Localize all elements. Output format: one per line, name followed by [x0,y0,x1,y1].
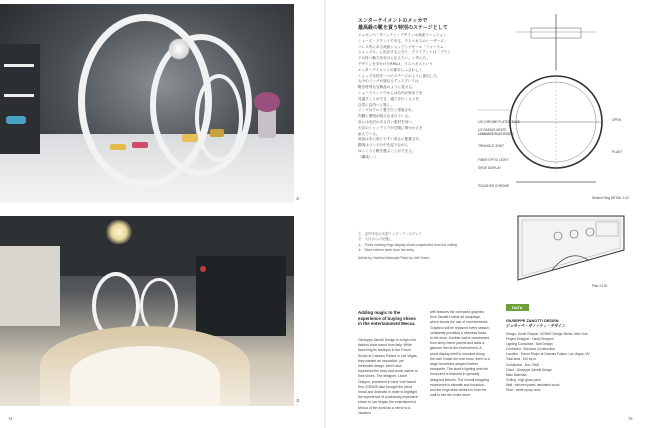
body-line: 見通すことができ、通りを行く人々を [358,96,419,101]
photo-captions [358,232,468,254]
drawing-label: POLISHED CHROME [478,184,510,188]
body-line: ショップス」に出店するに当り、クライアントは「ブラン [358,50,451,55]
japanese-headline [358,18,468,31]
shelf-line [4,64,34,67]
body-line: リングはアルミ製で白く塗装され、 [358,108,416,113]
drawing-label: SHOE DISPLAY [478,166,502,170]
body-line: 靴を特別な宝飾品のように見せる。 [358,85,416,90]
flowers [254,92,280,112]
drawing-label: 1/8 CHROME PLATED TUBE [478,120,520,124]
store-interior-photo-rings [0,4,294,203]
headline-line: エンターテイメントのメッカで [358,18,428,24]
shoe [6,116,26,124]
shoe [210,129,224,137]
sheet-row: Floor : white epoxy resin [506,388,541,393]
caption: ② Store interior seen from the entry. [358,248,415,253]
article-credit: Article by Yoshiko Matsuda Photo by Jeff Green [358,256,430,260]
chandelier [104,220,134,244]
english-body-column-2: well features the oversized graphics from Zanotti's latest ad campaign, which shows the use of mod elements. Graphics will be replaced every season, constantly providing a newness factor to the store. Another wall is constructed from shiny mirror panels and adds a glamour feel to the environment. A wood display shelf is mounted along the wall. Inside the rear room, there is a large horseshoe-shaped leather banquette. The store's lighting sets the mood and is featured in specially designed fixtures. The overall shopping experience is intimate and luxurious, and the rings draw visitors in from the mall to see the entire store. [430,310,490,398]
figure-number: ① [296,196,300,201]
drawing-caption: Section Ring DETAIL 1:20 [592,196,629,200]
caption: ① Three rotating rings display shoes suspended from the ceiling. [358,242,458,247]
drawing-label: 1/2 RADIUS WHITE LAMINATE FLAT STOCK [478,128,514,136]
sheet-row: Ceiling : high gloss paint [506,377,541,382]
left-shelf [0,44,40,154]
sheet-row: Total area : 140 sq.m [506,357,536,362]
shelf-line [4,94,34,97]
sheet-row: Project Designer : David Simpson [506,337,554,342]
gutter [324,0,326,428]
body-line: パレス内にある高級ショッピングモール「フォーラム [358,44,444,49]
body-line: 商品は手に取りやすい高さに配置され、 [358,137,423,142]
sheet-title-jp: ジュゼッペ・ザノッティ・デザイン [506,324,566,328]
body-line: 大小のリングが連なるディスプレイは、 [358,79,423,84]
english-body-column-1: Giuseppe Zanotti Design is a high-end fashion shoe brand from Italy. While launching its boutique in the Forum Shops at Caesars Palace in Las Vegas, they wanted an innovative, yet minimalist design, which also expresses the sexy and iconic nature of their shoes. The designer, Lionel Ohayon, prominent in New York based firm, ICRAVE also brought the piece broad and dramatic in order to highlight the experience of purchasing expensive shoes in Las Vegas, the entertainment Mecca of the world as a mirror to a vacation. [358,338,418,415]
english-headline: Adding magic to the experience of buying shoes in the entertainment Mecca [358,310,416,327]
figure-number: ② [296,398,300,403]
chandelier [168,38,190,60]
caption: ① 店内中央の大型リング・ディスプレイ [358,232,422,236]
drawing-label: PLANT [612,150,623,154]
banquette-seat [70,346,220,406]
data-badge: DATA [506,304,529,311]
body-line: 添えている。 [358,131,380,136]
sheet-title-en: GIUSEPPE ZANOTTI DESIGN [506,319,559,323]
sheet-rows [506,332,622,393]
sheet-row: Main Materials [506,372,527,377]
floor-plan-drawing [512,210,630,286]
body-line: 内側に照明が組み込まれている。 [358,114,412,119]
page-number-right: 75 [628,416,633,421]
display-ring-small [195,74,243,162]
shoe [110,144,126,150]
project-data-sheet [506,296,622,414]
entrance-wall [0,246,60,326]
body-line: 床には光沢のある白い素材を用い、 [358,119,416,124]
sheet-row: Lighting Consultant : Bart Design [506,342,553,347]
caption: ② 入口からの見通し [358,237,392,242]
rear-wall [196,256,286,336]
sheet-row: Client : Giuseppe Zanotti Design [506,367,552,372]
sheet-title [506,319,622,329]
sheet-row: Location : Forum Shops at Caesars Palace, Las Vegas, NV [506,352,590,357]
body-line: ゆっくりと靴を選ぶことができる。 [358,148,416,153]
body-line: シューズ・ブランドである。ラスベガスのシーザーズ・ [358,38,448,43]
drawing-label: TRIANGLE JOINT [478,144,505,148]
decor [200,266,206,272]
headline-line: 最高級の靴を買う特別のステージとして [358,24,448,31]
body-line: エンターテイメントの都市にふさわしく、 [358,67,426,72]
sheet-row: Contractor : Bonanza Construction [506,347,555,352]
drawing-label: FIBER OPTIC LIGHT [478,158,509,162]
body-line: ジュゼッペ・ザノッティ・デザインは高級ファッション [358,33,447,37]
shoe [132,142,148,148]
planter [258,108,276,138]
shoe [182,134,198,142]
body-line: 自然に店内へと導く。 [358,102,394,107]
body-line: ドの持つ魅力を存分に伝えたい」と考えた。 [358,56,430,61]
sheet-row: Wall : mirrored panel, laminated wood [506,382,560,387]
sheet-row: Completion : Nov. 2006 [506,362,540,367]
drawing-label: OPEN [612,118,622,122]
body-line: 顧客はリングの中を巡りながら [358,143,409,148]
body-line: （構成/ ...） [358,154,379,159]
japanese-body-text [358,33,468,211]
body-line: 天井のシャンデリアが空間に華やかさを [358,125,423,130]
body-line: ショーウインドウからは店内の奥までを [358,90,423,95]
body-line: ショップ全体を一つのステージのように演出した。 [358,73,441,78]
body-line: デザインを手がけたRPAは、ラスベガスという [358,61,433,66]
page-number-left: 74 [8,416,13,421]
store-entrance-photo [0,216,294,406]
sheet-row: Design: Lionel Ohayon, ICRAVE Design Studio, New York [506,332,588,336]
drawing-caption: Plan 1:100 [592,284,608,288]
